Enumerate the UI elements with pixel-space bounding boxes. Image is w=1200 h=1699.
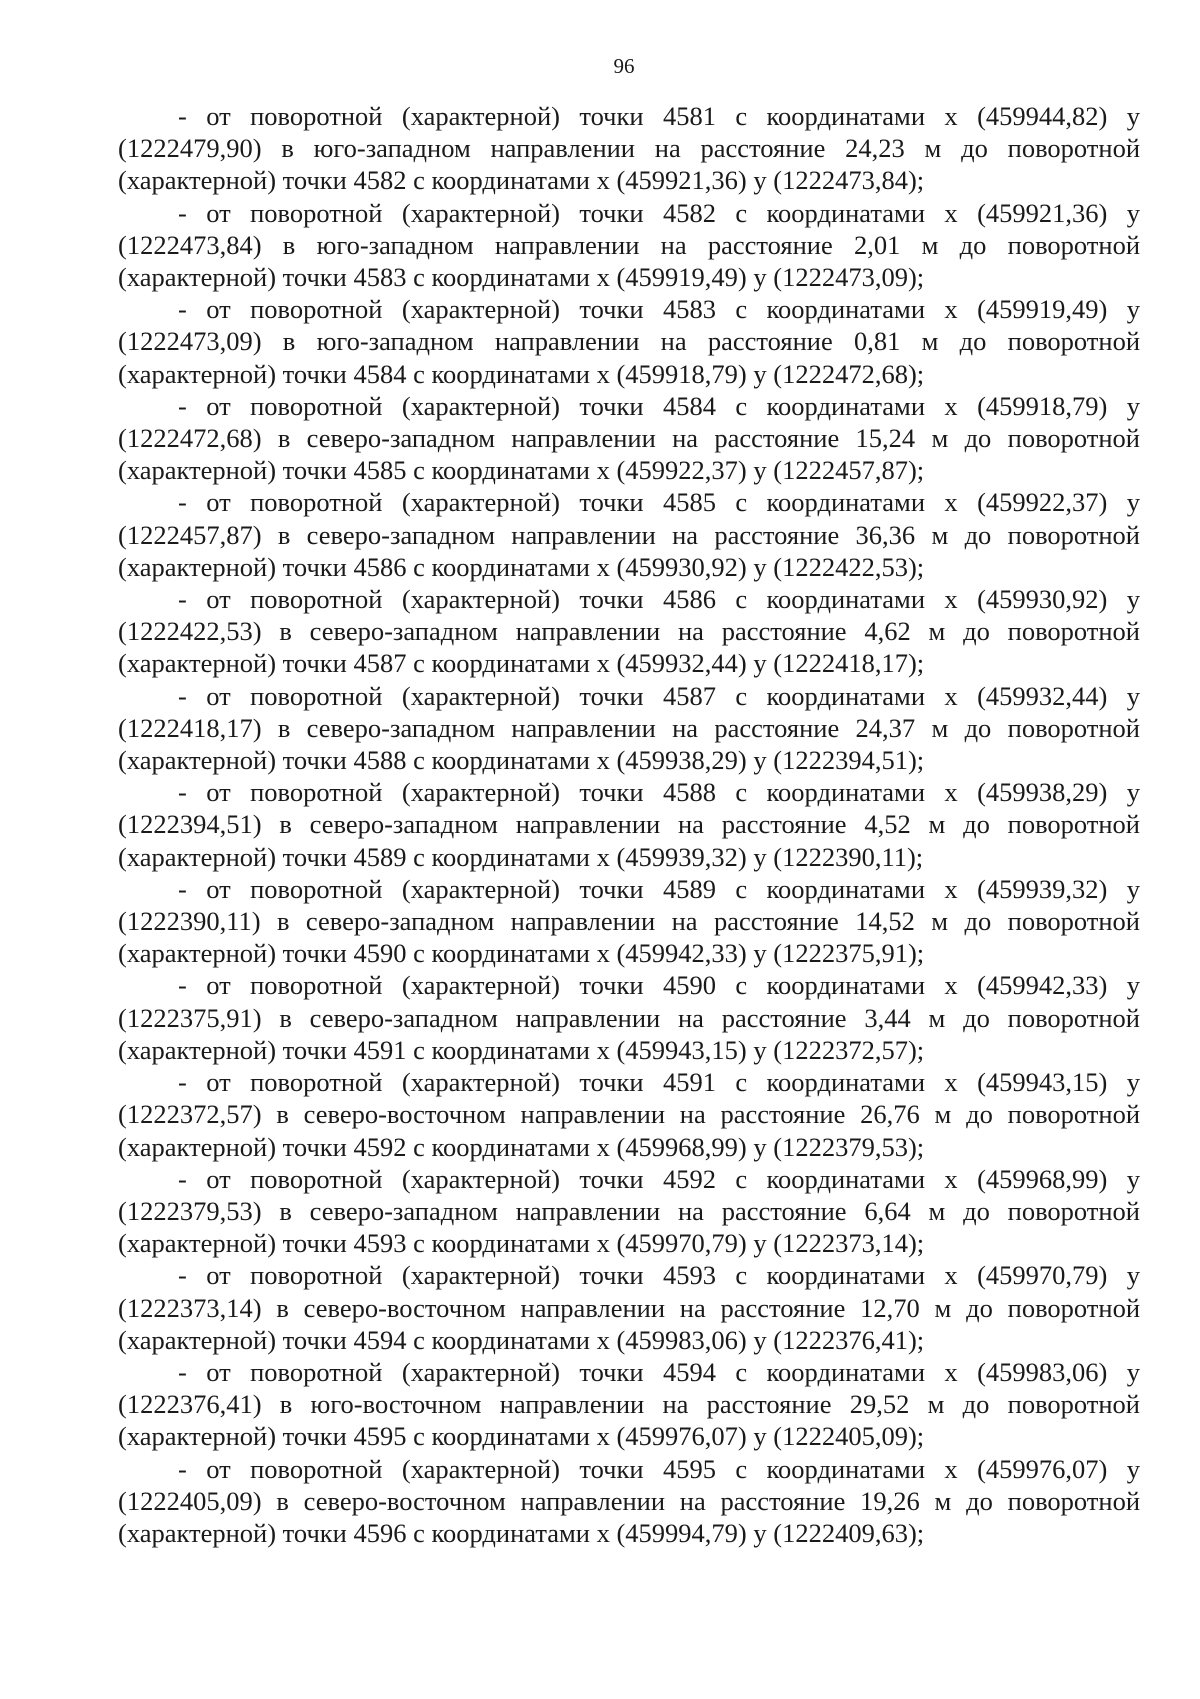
boundary-segment-paragraph: - от поворотной (характерной) точки 4594 с координатами х (459983,06) у (1222376,41) в юго-восточном направлении на расстояние 29,52 м до поворотной (характерной) точки 4595 с координатами х (459976,07) у (1222405,09); [118, 1356, 1140, 1452]
boundary-segment-paragraph: - от поворотной (характерной) точки 4581 с координатами х (459944,82) у (1222479,90) в юго-западном направлении на расстояние 24,23 м до поворотной (характерной) точки 4582 с координатами х (459921,36) у (1222473,84); [118, 101, 1140, 196]
boundary-segment-paragraph: - от поворотной (характерной) точки 4595 с координатами х (459976,07) у (1222405,09) в северо-восточном направлении на расстояние 19,26 м до поворотной (характерной) точки 4596 с координатами х (459994,79) у (1222409,63); [118, 1453, 1140, 1548]
boundary-segment-paragraph: - от поворотной (характерной) точки 4589 с координатами х (459939,32) у (1222390,11) в северо-западном направлении на расстояние 14,52 м до поворотной (характерной) точки 4590 с координатами х (459942,33) у (1222375,91); [118, 873, 1140, 969]
boundary-segment-paragraph: - от поворотной (характерной) точки 4590 с координатами х (459942,33) у (1222375,91) в северо-западном направлении на расстояние 3,44 м до поворотной (характерной) точки 4591 с координатами х (459943,15) у (1222372,57); [118, 970, 1140, 1065]
document-body [118, 100, 1140, 1549]
boundary-segment-paragraph: - от поворотной (характерной) точки 4587 с координатами х (459932,44) у (1222418,17) в северо-западном направлении на расстояние 24,37 м до поворотной (характерной) точки 4588 с координатами х (459938,29) у (1222394,51); [118, 680, 1140, 776]
boundary-segment-paragraph: - от поворотной (характерной) точки 4584 с координатами х (459918,79) у (1222472,68) в северо-западном направлении на расстояние 15,24 м до поворотной (характерной) точки 4585 с координатами х (459922,37) у (1222457,87); [118, 390, 1140, 486]
boundary-segment-paragraph: - от поворотной (характерной) точки 4586 с координатами х (459930,92) у (1222422,53) в северо-западном направлении на расстояние 4,62 м до поворотной (характерной) точки 4587 с координатами х (459932,44) у (1222418,17); [118, 584, 1140, 679]
boundary-segment-paragraph: - от поворотной (характерной) точки 4588 с координатами х (459938,29) у (1222394,51) в северо-западном направлении на расстояние 4,52 м до поворотной (характерной) точки 4589 с координатами х (459939,32) у (1222390,11); [118, 777, 1140, 872]
boundary-segment-paragraph: - от поворотной (характерной) точки 4591 с координатами х (459943,15) у (1222372,57) в северо-восточном направлении на расстояние 26,76 м до поворотной (характерной) точки 4592 с координатами х (459968,99) у (1222379,53); [118, 1067, 1140, 1162]
boundary-segment-paragraph: - от поворотной (характерной) точки 4592 с координатами х (459968,99) у (1222379,53) в северо-западном направлении на расстояние 6,64 м до поворотной (характерной) точки 4593 с координатами х (459970,79) у (1222373,14); [118, 1163, 1140, 1259]
boundary-segment-paragraph: - от поворотной (характерной) точки 4582 с координатами х (459921,36) у (1222473,84) в юго-западном направлении на расстояние 2,01 м до поворотной (характерной) точки 4583 с координатами х (459919,49) у (1222473,09); [118, 197, 1140, 293]
boundary-segment-paragraph: - от поворотной (характерной) точки 4593 с координатами х (459970,79) у (1222373,14) в северо-восточном направлении на расстояние 12,70 м до поворотной (характерной) точки 4594 с координатами х (459983,06) у (1222376,41); [118, 1260, 1140, 1355]
page-number: 96 [613, 54, 635, 78]
boundary-segment-paragraph: - от поворотной (характерной) точки 4585 с координатами х (459922,37) у (1222457,87) в северо-западном направлении на расстояние 36,36 м до поворотной (характерной) точки 4586 с координатами х (459930,92) у (1222422,53); [118, 487, 1140, 582]
boundary-segment-paragraph: - от поворотной (характерной) точки 4583 с координатами х (459919,49) у (1222473,09) в юго-западном направлении на расстояние 0,81 м до поворотной (характерной) точки 4584 с координатами х (459918,79) у (1222472,68); [118, 294, 1140, 389]
